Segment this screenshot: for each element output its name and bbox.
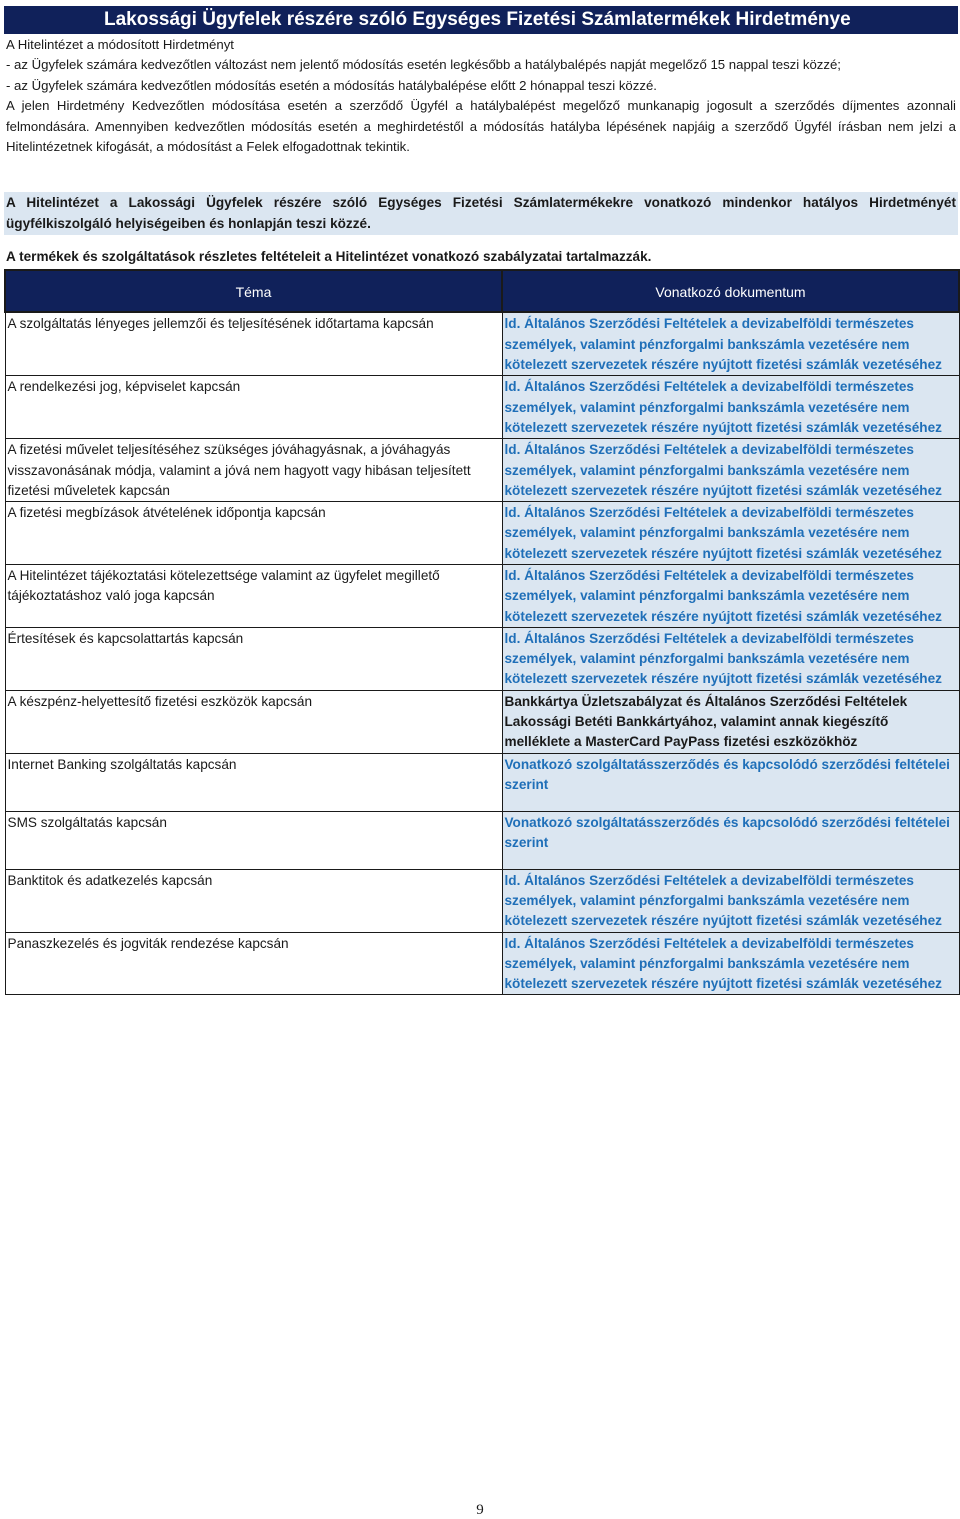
table-row: [5, 753, 959, 811]
topic-cell: SMS szolgáltatás kapcsán: [5, 811, 502, 869]
table-row: [5, 627, 959, 690]
table-row: [5, 502, 959, 565]
document-cell: ld. Általános Szerződési Feltételek a devizabelföldi természetes személyek, valamint pénzforgalmi bankszámla vezetésére nem kötelezett szervezetek részére nyújtott fizetési számlák vezetéséhez: [502, 565, 959, 628]
topic-cell: A fizetési művelet teljesítéséhez szükséges jóváhagyásnak, a jóváhagyás visszavonásának módja, valamint a jóvá nem hagyott vagy hibásan teljesített fizetési műveletek kapcsán: [5, 439, 502, 502]
table-row: [5, 565, 959, 628]
table-row: [5, 932, 959, 995]
header-topic: Téma: [5, 270, 502, 312]
publication-notice: A Hitelintézet a Lakossági Ügyfelek részére szóló Egységes Fizetési Számlatermékekre vonatkozó mindenkor hatályos Hirdetményét ügyfélkiszolgáló helyiségeiben és honlapján teszi közzé.: [4, 192, 958, 235]
table-row: [5, 811, 959, 869]
topic-cell: Panaszkezelés és jogviták rendezése kapcsán: [5, 932, 502, 995]
document-cell: ld. Általános Szerződési Feltételek a devizabelföldi természetes személyek, valamint pénzforgalmi bankszámla vezetésére nem kötelezett szervezetek részére nyújtott fizetési számlák vezetéséhez: [502, 312, 959, 375]
intro-line: A Hitelintézet a módosított Hirdetményt: [6, 37, 234, 52]
topic-cell: A szolgáltatás lényeges jellemzői és teljesítésének időtartama kapcsán: [5, 312, 502, 375]
document-page: [4, 6, 958, 995]
document-cell: Vonatkozó szolgáltatásszerződés és kapcsolódó szerződési feltételei szerint: [502, 811, 959, 869]
topic-cell: A fizetési megbízások átvételének időpontja kapcsán: [5, 502, 502, 565]
documents-table: [4, 269, 960, 995]
intro-line: - az Ügyfelek számára kedvezőtlen módosítás esetén a módosítás hatálybalépése előtt 2 hónappal teszi közzé.: [6, 77, 657, 93]
table-row: [5, 376, 959, 439]
topic-cell: Banktitok és adatkezelés kapcsán: [5, 869, 502, 932]
table-row: [5, 869, 959, 932]
document-cell: ld. Általános Szerződési Feltételek a devizabelföldi természetes személyek, valamint pénzforgalmi bankszámla vezetésére nem kötelezett szervezetek részére nyújtott fizetési számlák vezetéséhez: [502, 869, 959, 932]
document-cell: ld. Általános Szerződési Feltételek a devizabelföldi természetes személyek, valamint pénzforgalmi bankszámla vezetésére nem kötelezett szervezetek részére nyújtott fizetési számlák vezetéséhez: [502, 502, 959, 565]
table-header-row: [5, 270, 959, 312]
table-body: [5, 312, 959, 995]
document-cell: ld. Általános Szerződési Feltételek a devizabelföldi természetes személyek, valamint pénzforgalmi bankszámla vezetésére nem kötelezett szervezetek részére nyújtott fizetési számlák vezetéséhez: [502, 932, 959, 995]
table-row: [5, 439, 959, 502]
table-row: [5, 312, 959, 375]
header-document: Vonatkozó dokumentum: [502, 270, 959, 312]
intro-line: - az Ügyfelek számára kedvezőtlen változást nem jelentő módosítás esetén legkésőbb a hatálybalépés napját megelőző 15 nappal teszi közzé;: [6, 57, 841, 73]
page-title: Lakossági Ügyfelek részére szóló Egységes Fizetési Számlatermékek Hirdetménye: [4, 6, 958, 34]
document-cell: Bankkártya Üzletszabályzat és Általános Szerződési Feltételek Lakossági Betéti Bankkártyához, valamint annak kiegészítő melléklete a MasterCard PayPass fizetési eszközökhöz: [502, 690, 959, 753]
topic-cell: A Hitelintézet tájékoztatási kötelezettsége valamint az ügyfelet megillető tájékoztatáshoz való joga kapcsán: [5, 565, 502, 628]
document-cell: ld. Általános Szerződési Feltételek a devizabelföldi természetes személyek, valamint pénzforgalmi bankszámla vezetésére nem kötelezett szervezetek részére nyújtott fizetési számlák vezetéséhez: [502, 376, 959, 439]
topic-cell: Értesítések és kapcsolattartás kapcsán: [5, 627, 502, 690]
topic-cell: Internet Banking szolgáltatás kapcsán: [5, 753, 502, 811]
topic-cell: A készpénz-helyettesítő fizetési eszközök kapcsán: [5, 690, 502, 753]
terms-note: A termékek és szolgáltatások részletes feltételeit a Hitelintézet vonatkozó szabályzatai tartalmazzák.: [6, 249, 652, 265]
topic-cell: A rendelkezési jog, képviselet kapcsán: [5, 376, 502, 439]
table-row: [5, 690, 959, 753]
page-number: 9: [476, 1502, 484, 1518]
document-cell: Vonatkozó szolgáltatásszerződés és kapcsolódó szerződési feltételei szerint: [502, 753, 959, 811]
document-cell: ld. Általános Szerződési Feltételek a devizabelföldi természetes személyek, valamint pénzforgalmi bankszámla vezetésére nem kötelezett szervezetek részére nyújtott fizetési számlák vezetéséhez: [502, 627, 959, 690]
intro-section: [4, 34, 958, 157]
document-cell: ld. Általános Szerződési Feltételek a devizabelföldi természetes személyek, valamint pénzforgalmi bankszámla vezetésére nem kötelezett szervezetek részére nyújtott fizetési számlák vezetéséhez: [502, 439, 959, 502]
intro-paragraph: A jelen Hirdetmény Kedvezőtlen módosítása esetén a szerződő Ügyfél a hatálybalépést megelőző munkanapig jogosult a szerződés díjmentes azonnali felmondására. Amennyiben kedvezőtlen módosítás esetén a meghirdetéstől a módosítás hatályba lépésének napjáig a szerződő Ügyfél írásban nem jelzi a Hitelintézetnek kifogását, a módosítást a Felek elfogadottnak tekintik.: [6, 98, 956, 155]
